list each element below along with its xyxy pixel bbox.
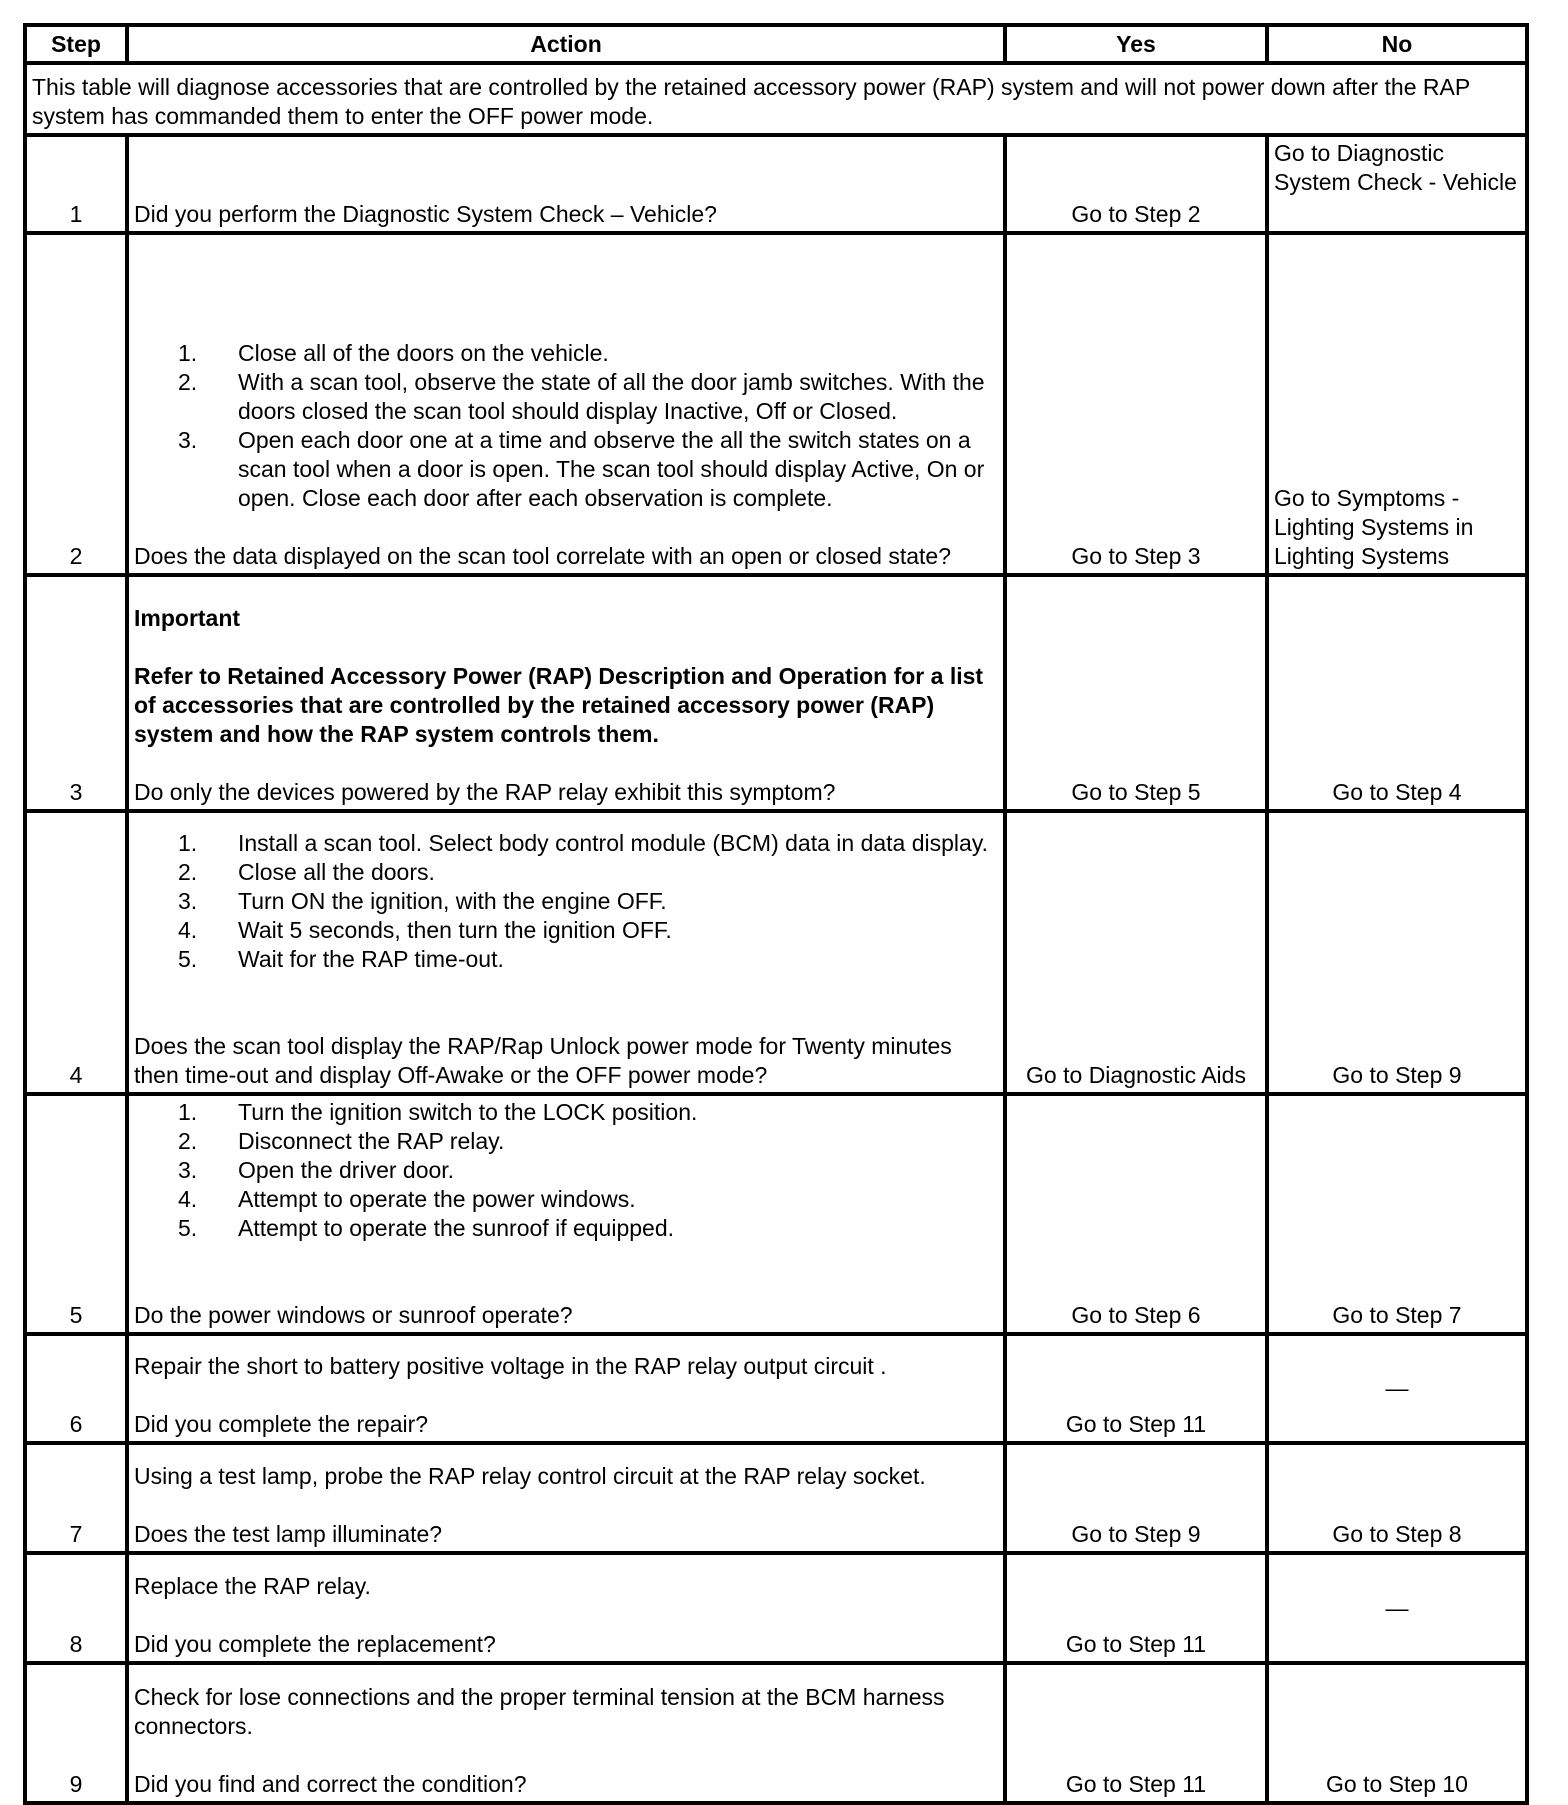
header-step: Step <box>25 25 127 63</box>
important-title: Important <box>134 605 241 631</box>
table-row-step-5 <box>25 1094 1527 1334</box>
no-link[interactable]: Go to Step 4 <box>1267 575 1527 811</box>
header-action: Action <box>127 25 1005 63</box>
action-cell <box>127 233 1005 575</box>
procedure-item: Close all the doors. <box>238 859 435 885</box>
step-number: 1 <box>25 135 127 233</box>
table-row-step-1 <box>25 135 1527 233</box>
no-link[interactable]: Go to Step 8 <box>1267 1443 1527 1553</box>
action-cell <box>127 1334 1005 1443</box>
no-not-applicable: — <box>1267 1553 1527 1663</box>
step-number: 4 <box>25 811 127 1094</box>
header-no: No <box>1267 25 1527 63</box>
procedure-item: Turn ON the ignition, with the engine OFF. <box>238 888 667 914</box>
important-note[interactable]: Refer to Retained Accessory Power (RAP) Description and Operation for a list of accessories that are controlled by the retained accessory power (RAP) system and how the RAP system controls them. <box>134 663 984 747</box>
action-cell <box>127 1443 1005 1553</box>
step-number: 8 <box>25 1553 127 1663</box>
action-cell <box>127 575 1005 811</box>
action-cell <box>127 811 1005 1094</box>
action-cell <box>127 1663 1005 1803</box>
yes-link[interactable]: Go to Step 11 <box>1005 1334 1267 1443</box>
no-link[interactable]: Go to Step 9 <box>1267 811 1527 1094</box>
yes-link[interactable]: Go to Diagnostic Aids <box>1005 811 1267 1094</box>
procedure-item: Attempt to operate the power windows. <box>238 1186 636 1212</box>
procedure-list <box>134 829 998 974</box>
table-row-step-7 <box>25 1443 1527 1553</box>
action-question: Does the scan tool display the RAP/Rap Unlock power mode for Twenty minutes then time-out and display Off-Awake or the OFF power mode? <box>134 1033 952 1088</box>
action-instruction: Replace the RAP relay. <box>134 1573 371 1599</box>
table-row-step-6 <box>25 1334 1527 1443</box>
procedure-item: Attempt to operate the sunroof if equipped. <box>238 1215 675 1241</box>
action-question: Do the power windows or sunroof operate? <box>134 1302 573 1328</box>
procedure-item: Install a scan tool. Select body control module (BCM) data in data display. <box>238 830 989 856</box>
action-cell <box>127 135 1005 233</box>
action-question: Did you perform the Diagnostic System Check – Vehicle? <box>134 201 717 227</box>
no-link[interactable]: Go to Diagnostic System Check - Vehicle <box>1267 135 1527 233</box>
procedure-item: Wait 5 seconds, then turn the ignition OFF. <box>238 917 672 943</box>
header-row <box>25 25 1527 63</box>
procedure-item: Turn the ignition switch to the LOCK position. <box>238 1099 698 1125</box>
procedure-list <box>134 339 998 513</box>
action-question: Does the data displayed on the scan tool correlate with an open or closed state? <box>134 543 952 569</box>
action-question: Does the test lamp illuminate? <box>134 1521 443 1547</box>
table-row-step-8 <box>25 1553 1527 1663</box>
procedure-item: Wait for the RAP time-out. <box>238 946 504 972</box>
action-cell <box>127 1553 1005 1663</box>
step-number: 6 <box>25 1334 127 1443</box>
step-number: 3 <box>25 575 127 811</box>
step-number: 7 <box>25 1443 127 1553</box>
action-instruction: Using a test lamp, probe the RAP relay control circuit at the RAP relay socket. <box>134 1463 926 1489</box>
procedure-list <box>134 1098 998 1243</box>
action-question: Did you find and correct the condition? <box>134 1771 527 1797</box>
yes-link[interactable]: Go to Step 11 <box>1005 1553 1267 1663</box>
diagnostic-table <box>23 23 1529 1805</box>
yes-link[interactable]: Go to Step 5 <box>1005 575 1267 811</box>
table-row-step-2 <box>25 233 1527 575</box>
table-row-step-9 <box>25 1663 1527 1803</box>
action-cell <box>127 1094 1005 1334</box>
procedure-item: Open the driver door. <box>238 1157 455 1183</box>
procedure-item: Disconnect the RAP relay. <box>238 1128 505 1154</box>
procedure-item: Open each door one at a time and observe the all the switch states on a scan tool when a door is open. The scan tool should display Active, On or open. Close each door after each observation is complete. <box>238 427 985 511</box>
step-number: 9 <box>25 1663 127 1803</box>
step-number: 5 <box>25 1094 127 1334</box>
table-row-step-3 <box>25 575 1527 811</box>
header-yes: Yes <box>1005 25 1267 63</box>
yes-link[interactable]: Go to Step 6 <box>1005 1094 1267 1334</box>
yes-link[interactable]: Go to Step 9 <box>1005 1443 1267 1553</box>
procedure-item: Close all of the doors on the vehicle. <box>238 340 609 366</box>
yes-link[interactable]: Go to Step 11 <box>1005 1663 1267 1803</box>
table-row-step-4 <box>25 811 1527 1094</box>
yes-link[interactable]: Go to Step 3 <box>1005 233 1267 575</box>
intro-text: This table will diagnose accessories that are controlled by the retained accessory power (RAP) system and will not power down after the RAP system has commanded them to enter the OFF power mode. <box>25 63 1527 135</box>
action-instruction: Repair the short to battery positive voltage in the RAP relay output circuit . <box>134 1353 887 1379</box>
action-question: Did you complete the repair? <box>134 1411 429 1437</box>
no-link[interactable]: Go to Step 10 <box>1267 1663 1527 1803</box>
no-link[interactable]: Go to Symptoms - Lighting Systems in Lighting Systems <box>1267 233 1527 575</box>
action-question: Do only the devices powered by the RAP relay exhibit this symptom? <box>134 779 836 805</box>
yes-link[interactable]: Go to Step 2 <box>1005 135 1267 233</box>
procedure-item: With a scan tool, observe the state of all the door jamb switches. With the doors closed the scan tool should display Inactive, Off or Closed. <box>238 369 985 424</box>
action-instruction: Check for lose connections and the proper terminal tension at the BCM harness connectors. <box>134 1684 945 1739</box>
step-number: 2 <box>25 233 127 575</box>
intro-row <box>25 63 1527 135</box>
no-not-applicable: — <box>1267 1334 1527 1443</box>
action-question: Did you complete the replacement? <box>134 1631 496 1657</box>
no-link[interactable]: Go to Step 7 <box>1267 1094 1527 1334</box>
